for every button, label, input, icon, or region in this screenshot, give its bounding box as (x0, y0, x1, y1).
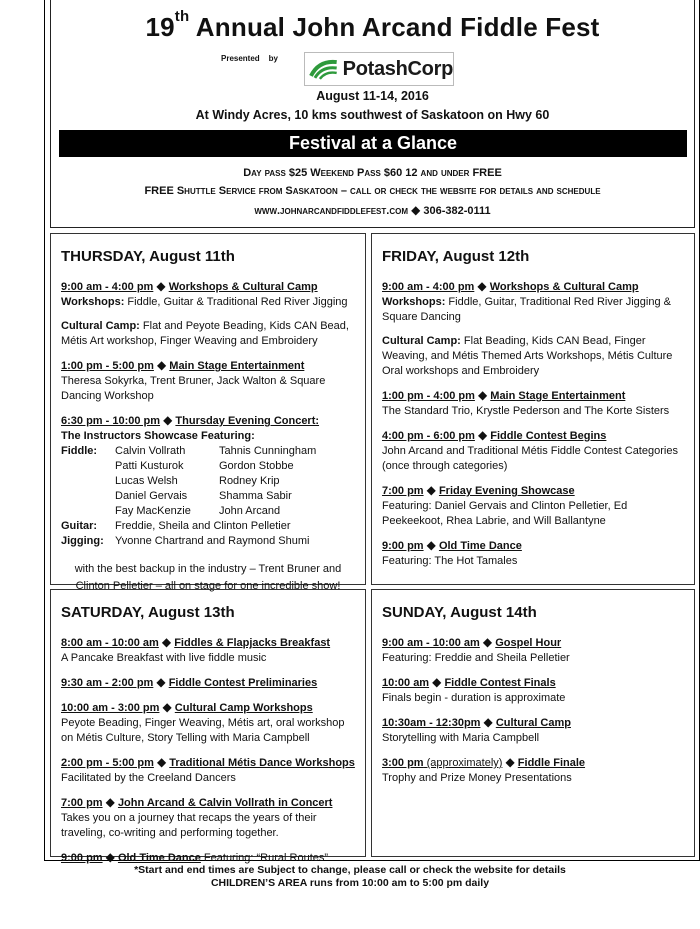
phone-number: 306-382-0111 (423, 205, 491, 217)
footer-childrens-area: CHILDREN’S AREA runs from 10:00 am to 5:00 pm daily (210, 877, 490, 889)
festival-location: At Windy Acres, 10 kms southwest of Saskatoon on Hwy 60 (195, 108, 550, 122)
performer-list (61, 444, 355, 549)
performer-row: Patti Kusturok Gordon Stobbe (115, 460, 294, 472)
performer-row: Fiddle: Calvin Vollrath Tahnis Cunningham (61, 445, 317, 457)
diamond-icon: ◆ (432, 675, 442, 689)
friday-event-main-stage: 1:00 pm - 4:00 pm ◆ Main Stage Entertainment The Standard Trio, Krystle Pederson and The Korte Sisters (382, 388, 670, 417)
diamond-icon: ◆ (161, 635, 172, 649)
page-title: 19th Annual John Arcand Fiddle Fest (145, 8, 600, 42)
sunday-event-finals: 10:00 am ◆ Fiddle Contest Finals Finals begin - duration is approximate (382, 675, 566, 704)
sunday-event-finale: 3:00 pm (approximately) ◆ Fiddle Finale Trophy and Prize Money Presentations (382, 755, 586, 784)
thursday-event-workshops: 9:00 am - 4:00 pm ◆ Workshops & Cultural Camp Workshops: Fiddle, Guitar & Traditional Red River Jigging (61, 279, 348, 308)
thursday-title: THURSDAY, August 11th (61, 248, 235, 265)
diamond-icon: ◆ (411, 203, 421, 217)
thursday-event-concert: 6:30 pm - 10:00 pm ◆ Thursday Evening Concert: The Instructors Showcase Featuring: (61, 413, 320, 442)
diamond-icon: ◆ (426, 538, 436, 552)
sponsor-logo (304, 52, 454, 86)
saturday-event-concert: 7:00 pm ◆ John Arcand & Calvin Vollrath in Concert Takes you on a journey that recaps the years of their traveling, co-writing and performing together. (61, 795, 333, 839)
saturday-event-cultural-camp: 10:00 am - 3:00 pm ◆ Cultural Camp Workshops Peyote Beading, Finger Weaving, Métis art, oral workshop on Métis Culture, Story Telling with Maria Campbell (61, 700, 345, 744)
friday-event-workshops: 9:00 am - 4:00 pm ◆ Workshops & Cultural Camp Workshops: Fiddle, Guitar, Traditional Red River Jigging & Square Dancing (382, 279, 671, 323)
diamond-icon: ◆ (156, 358, 167, 372)
diamond-icon: ◆ (483, 715, 493, 729)
saturday-event-breakfast: 8:00 am - 10:00 am ◆ Fiddles & Flapjacks Breakfast A Pancake Breakfast with live fiddle music (61, 635, 331, 664)
footer-disclaimer: *Start and end times are Subject to change, please call or check the website for details (134, 864, 566, 876)
sunday-panel (371, 589, 695, 857)
diamond-icon: ◆ (477, 388, 488, 402)
pass-prices: Day pass $25 Weekend Pass $60 12 and under FREE (243, 167, 502, 179)
presented-by: Presented by (221, 54, 278, 63)
diamond-icon: ◆ (162, 700, 172, 714)
performer-row: Daniel Gervais Shamma Sabir (115, 490, 292, 502)
diamond-icon: ◆ (105, 795, 115, 809)
diamond-icon: ◆ (477, 428, 488, 442)
saturday-event-preliminaries: 9:30 am - 2:00 pm ◆ Fiddle Contest Preliminaries (61, 675, 318, 689)
thursday-panel (50, 233, 366, 592)
jigging-row: Jigging: Yvonne Chartrand and Raymond Shumi (61, 535, 310, 547)
diamond-icon: ◆ (163, 413, 173, 427)
saturday-event-old-time-dance: 9:00 pm ◆ Old Time Dance Featuring: “Rural Routes” (61, 850, 329, 864)
saturday-panel (50, 589, 366, 864)
saturday-event-dance-workshops: 2:00 pm - 5:00 pm ◆ Traditional Métis Dance Workshops Facilitated by the Creeland Dancers (61, 755, 355, 784)
potashcorp-logo-icon (309, 58, 339, 80)
saturday-title: SATURDAY, August 13th (61, 604, 235, 621)
diamond-icon: ◆ (505, 755, 515, 769)
friday-panel (371, 233, 695, 585)
header (50, 0, 695, 228)
diamond-icon: ◆ (105, 850, 115, 864)
thursday-event-cultural-camp: Cultural Camp: Flat and Peyote Beading, Kids CAN Bead, Métis Art workshop, Finger Weaving and Embroidery (61, 320, 349, 347)
friday-event-fiddle-contest: 4:00 pm - 6:00 pm ◆ Fiddle Contest Begins John Arcand and Traditional Métis Fiddle Contest Categories (once through categories) (382, 428, 678, 472)
diamond-icon: ◆ (477, 279, 487, 293)
performer-row: Lucas Welsh Rodney Krip (115, 475, 280, 487)
sponsor-name: PotashCorp (342, 57, 453, 80)
thursday-event-main-stage: 1:00 pm - 5:00 pm ◆ Main Stage Entertainment Theresa Sokyrka, Trent Bruner, Jack Walton & Square Dancing Workshop (61, 358, 326, 402)
festival-dates: August 11-14, 2016 (316, 89, 429, 103)
diamond-icon: ◆ (426, 483, 436, 497)
website-link[interactable]: www.johnarcandfiddlefest.com (254, 205, 408, 217)
shuttle-info: FREE Shuttle Service from Saskatoon – call or check the website for details and schedule (144, 185, 601, 197)
concert-note: with the best backup in the industry – Trent Bruner and Clinton Pelletier – all on stage for one incredible show! (74, 563, 342, 592)
friday-event-cultural-camp: Cultural Camp: Flat Beading, Kids CAN Bead, Finger Weaving, and Métis Themed Arts Workshops, Métis Culture Oral workshops and Embroidery (382, 335, 673, 377)
friday-title: FRIDAY, August 12th (382, 248, 530, 265)
sunday-event-gospel-hour: 9:00 am - 10:00 am ◆ Gospel Hour Featuring: Freddie and Sheila Pelletier (382, 635, 570, 664)
guitar-row: Guitar: Freddie, Sheila and Clinton Pelletier (61, 520, 291, 532)
sunday-title: SUNDAY, August 14th (382, 604, 537, 621)
diamond-icon: ◆ (482, 635, 493, 649)
sunday-event-cultural-camp: 10:30am - 12:30pm ◆ Cultural Camp Storytelling with Maria Campbell (382, 715, 571, 744)
friday-event-showcase: 7:00 pm ◆ Friday Evening Showcase Featuring: Daniel Gervais and Clinton Pelletier, Ed Peekeekoot, Rhea Labrie, and Will Ballantyne (382, 483, 628, 527)
banner-festival-at-a-glance: Festival at a Glance (59, 130, 687, 157)
diamond-icon: ◆ (156, 755, 167, 769)
performer-row: Fay MacKenzie John Arcand (115, 505, 281, 517)
friday-event-old-time-dance: 9:00 pm ◆ Old Time Dance Featuring: The Hot Tamales (382, 538, 522, 567)
contact-line (51, 203, 694, 217)
diamond-icon: ◆ (156, 675, 166, 689)
diamond-icon: ◆ (156, 279, 166, 293)
